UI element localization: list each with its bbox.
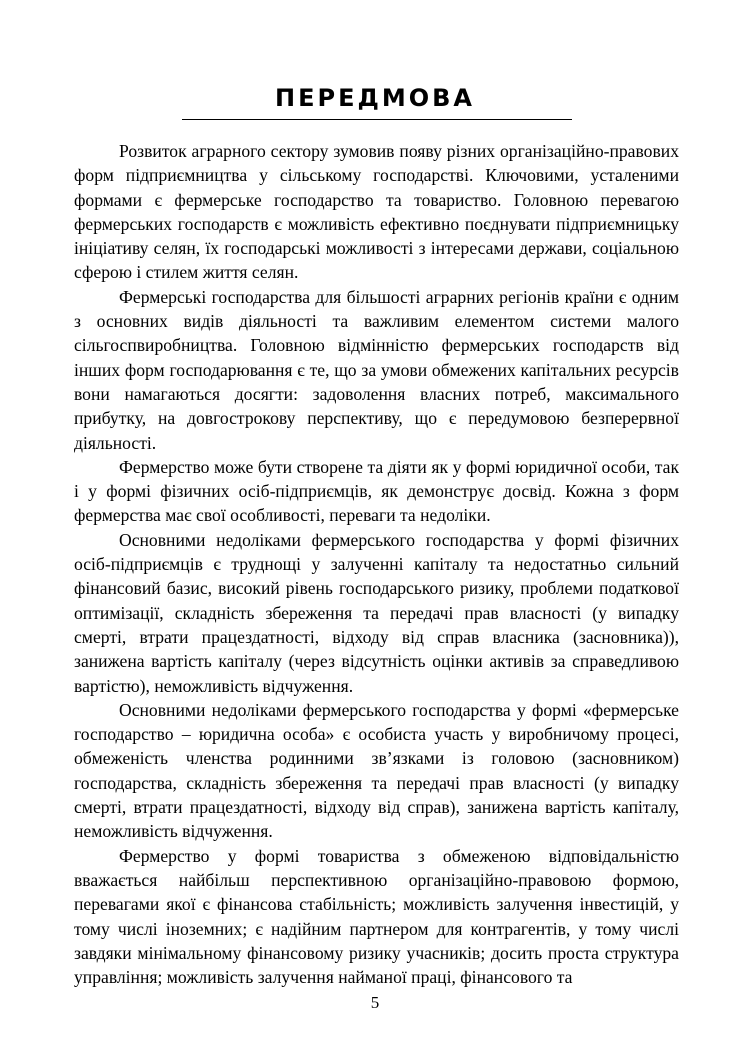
page-title: ПЕРЕДМОВА [275, 84, 475, 112]
paragraph-4: Основними недоліками фермерського господарства у формі фізичних осіб-підприємців є труднощі у залученні капіталу та недостатньо сильний фінансовий базис, високий рівень господарського ризику, проблеми податкової оптимізації, складність збереження та передачі прав власності (у випадку смерті, втрати працездатності, відходу від справ власника (засновника)), занижена вартість капіталу (через відсутність оцінки активів за справедливою вартістю), неможливість відчуження. [74, 529, 679, 696]
paragraph-2: Фермерські господарства для більшості аграрних регіонів країни є одним з основних видів діяльності та важливим елементом системи малого сільгоспвиробництва. Головною відмінністю фермерських господарств від інших форм господарювання є те, що за умови обмежених капітальних ресурсів вони намагаються досягти: задоволення власних потреб, максимального прибутку, на довгострокову перспективу, що є передумовою безперервної діяльності. [74, 286, 679, 453]
body-text [74, 139, 679, 989]
page-number: 5 [370, 993, 380, 1012]
title-underline [182, 119, 572, 120]
paragraph-1: Розвиток аграрного сектору зумовив появу різних організаційно-правових форм підприємництва у сільському господарстві. Ключовими, усталеними формами є фермерське господарство та товариство. Головною перевагою фермерських господарств є можливість ефективно поєднувати підприємницьку ініціативу селян, їх господарські можливості з інтересами держави, соціальною сферою і стилем життя селян. [74, 141, 679, 283]
paragraph-3: Фермерство може бути створене та діяти як у формі юридичної особи, так і у формі фізичних осіб-підприємців, як демонструє досвід. Кожна з форм фермерства має свої особливості, переваги та недоліки. [74, 456, 679, 526]
paragraph-5: Основними недоліками фермерського господарства у формі «фермерське господарство – юридична особа» є особиста участь у виробничому процесі, обмеженість членства родинними зв’язками із головою (засновником) господарства, складність збереження та передачі прав власності (у випадку смерті, втрати працездатності, відходу від справ), занижена вартість капіталу, неможливість відчуження. [74, 699, 679, 842]
paragraph-6: Фермерство у формі товариства з обмеженою відповідальністю вважається найбільш перспективною організаційно-правовою формою, перевагами якої є фінансова стабільність; можливість залучення інвестицій, у тому числі іноземних; є надійним партнером для контрагентів, у тому числі завдяки мінімальному фінансовому ризику учасників; досить проста структура управління; можливість залучення найманої праці, фінансового та [74, 845, 679, 988]
